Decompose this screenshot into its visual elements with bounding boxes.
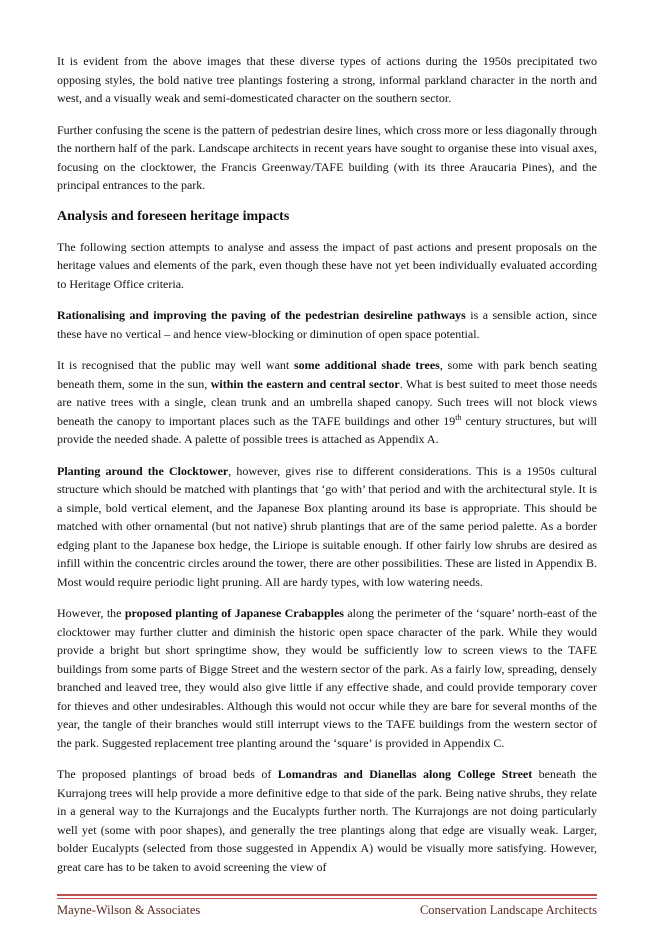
bold-phrase: Planting around the Clocktower: [57, 463, 229, 478]
paragraph-3: The following section attempts to analyse and assess the impact of past actions and present proposals on the heritage values and elements of the park, even though these have not yet been individually evaluated according to Heritage Office criteria.: [57, 239, 597, 291]
paragraph-7: However, the proposed planting of Japanese Crabapples along the perimeter of the ‘square’ north-east of the clocktower may further clutter and diminish the historic open space character of the park. While they would provide a bright but short springtime show, they would be sufficiently low to screen views to the TAFE buildings from some parts of Bigge Street and the western sector of the park. As a fairly low, spreading, densely branched and leaved tree, they would also give little if any effective shade, and could provide temporary cover for thieves and other undesirables. Although this would not occur while they are bare for several months of the year, the tangle of their branches would still interrupt views to the TAFE buildings from the western sector of the park. Suggested replacement tree planting around the ‘square’ is provided in Appendix C.: [57, 606, 597, 750]
paragraph-6: Planting around the Clocktower, however, gives rise to different considerations. This is a 1950s cultural structure which should be matched with plantings that ‘go with’ that period and with the architectural style. It is a simple, bold vertical element, and the Japanese Box planting around its base is appropriate. This should be matched with other ornamental (but not native) shrub plantings that are of the same period palette. As a border edging plant to the Japanese box hedge, the Liriope is suitable enough. If other fairly low shrubs are desired as infill within the concentric circles around the tower, there are other possibilities. These are listed in Appendix B. Most would require periodic light pruning. All are hardy types, with low watering needs.: [57, 463, 597, 589]
footer-right: Conservation Landscape Architects: [419, 903, 597, 917]
bold-phrase: Rationalising and improving the paving of the pedestrian desireline pathways: [57, 308, 466, 322]
footer-divider: [57, 894, 597, 896]
page-footer: [57, 903, 597, 918]
paragraph-4: Rationalising and improving the paving of the pedestrian desireline pathways is a sensible action, since these have no vertical – and hence view-blocking or diminution of open space potential.: [57, 308, 597, 341]
bold-phrase: proposed planting of Japanese Crabapples: [124, 606, 344, 620]
paragraph-5: It is recognised that the public may well want some additional shade trees, some with park bench seating beneath them, some in the sun, within the eastern and central sector. What is best suited to meet those needs are native trees with a single, clean trunk and an umbrella shaped canopy. Such trees will not block views beneath the canopy to important places such as the TAFE buildings and other 19th century structures, but will provide the needed shade. A palette of possible trees is attached as Appendix A.: [57, 358, 597, 446]
bold-phrase: Lomandras and Dianellas along College Street: [277, 767, 533, 781]
bold-phrase: within the eastern and central sector: [210, 376, 400, 391]
paragraph-1: It is evident from the above images that these diverse types of actions during the 1950s precipitated two opposing styles, the bold native tree plantings fostering a strong, informal parkland character in the north and west, and a visually weak and semi-domesticated character on the southern sector.: [57, 54, 597, 105]
footer-divider-thin: [57, 898, 597, 899]
bold-phrase: some additional shade trees: [293, 358, 440, 372]
paragraph-2: Further confusing the scene is the pattern of pedestrian desire lines, which cross more or less diagonally through the northern half of the park. Landscape architects in recent years have sought to organise these into visual axes, focusing on the clocktower, the Francis Greenway/TAFE building (with its three Araucaria Pines), and the principal entrances to the park.: [57, 122, 597, 192]
section-heading: Analysis and foreseen heritage impacts: [57, 208, 290, 224]
footer-left: Mayne-Wilson & Associates: [57, 903, 201, 917]
document-body: [57, 52, 597, 889]
paragraph-8: The proposed plantings of broad beds of Lomandras and Dianellas along College Street beneath the Kurrajong trees will help provide a more definitive edge to that side of the park. Being native shrubs, they relate in a general way to the Kurrajongs and the Eucalypts further north. The Kurrajongs are not doing particularly well yet (some with poor shapes), and generally the tree plantings along that edge are visually weak. Larger, bolder Eucalypts (selected from those suggested in Appendix A) would be visually more satisfying. However, great care has to be taken to avoid screening the view of: [57, 767, 597, 874]
